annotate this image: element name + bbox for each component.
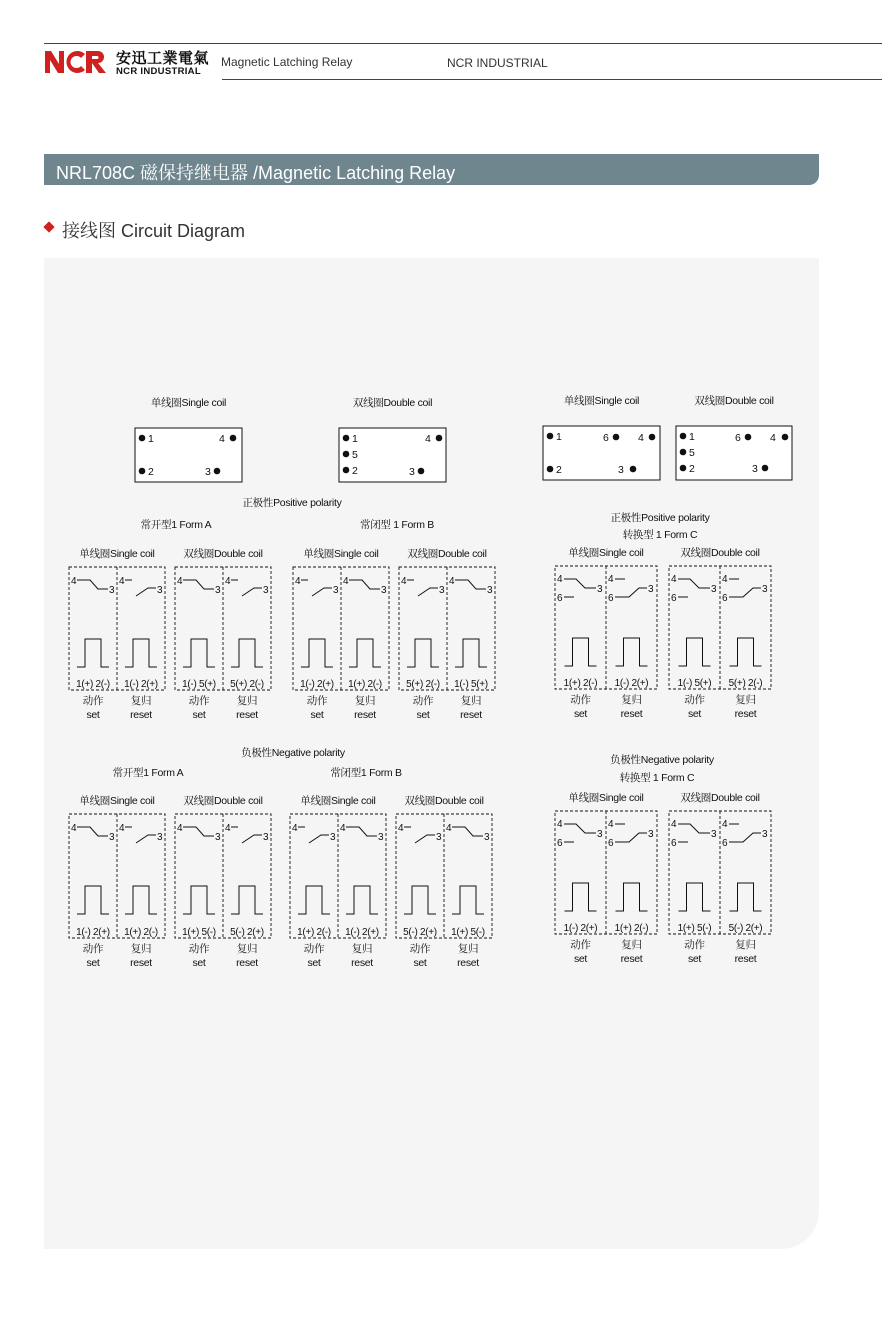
coil-terminal-label: 1(-) 2(+): [76, 927, 110, 938]
coil-terminal-label: 1(-) 5(+): [182, 679, 216, 690]
terminal-6: 6: [671, 593, 677, 604]
action-label-reset-cn: 复归: [130, 943, 152, 955]
action-label-set-en: set: [192, 957, 206, 969]
pin-view-label: 单线圈Single coil: [563, 395, 640, 407]
switch-contact-closed: [455, 580, 486, 589]
coil-type-label: 双线圈Double coil: [680, 792, 760, 804]
header-product-title: Magnetic Latching Relay: [221, 55, 353, 69]
terminal-3: 3: [378, 832, 384, 843]
terminal-4: 4: [119, 576, 125, 587]
action-label-set-en: set: [310, 709, 324, 721]
action-label-set-en: set: [413, 957, 427, 969]
terminal-3: 3: [215, 585, 221, 596]
polarity-title-negative-c: 负极性Negative polarity: [610, 754, 714, 766]
action-label-set-cn: 动作: [409, 943, 431, 955]
terminal-3: 3: [263, 585, 269, 596]
terminal-4: 4: [608, 574, 614, 585]
pin-dot: [762, 465, 769, 472]
pin-number: 2: [352, 465, 358, 477]
pin-dot: [214, 468, 221, 475]
coil-terminal-label: 1(+) 2(-): [563, 678, 598, 689]
coil-terminal-label: 1(+) 2(-): [124, 927, 158, 938]
coil-terminal-label: 5(+) 2(-): [230, 679, 264, 690]
pin-number: 4: [219, 433, 225, 445]
terminal-4: 4: [449, 576, 455, 587]
action-label-reset-cn: 复归: [621, 694, 642, 706]
switch-contact-open: [415, 835, 435, 843]
pin-number: 3: [752, 463, 758, 475]
switch-contact-to-6: [729, 588, 761, 597]
action-label-set-en: set: [687, 953, 702, 965]
terminal-3: 3: [439, 585, 445, 596]
action-label-set-cn: 动作: [684, 694, 705, 706]
terminal-3: 3: [648, 829, 654, 840]
pulse-waveform: [125, 639, 157, 667]
terminal-3: 3: [597, 829, 603, 840]
terminal-6: 6: [608, 593, 614, 604]
terminal-4: 4: [557, 819, 563, 830]
pulse-waveform: [407, 639, 439, 667]
action-label-reset-cn: 复归: [735, 939, 756, 951]
pulse-waveform: [298, 886, 330, 914]
action-label-reset-cn: 复归: [130, 695, 152, 707]
coil-terminal-label: 1(+) 5(-): [182, 927, 216, 938]
action-label-set-en: set: [307, 957, 321, 969]
action-label-set-en: set: [86, 709, 100, 721]
terminal-3: 3: [333, 585, 339, 596]
terminal-3: 3: [762, 829, 768, 840]
terminal-6: 6: [557, 593, 563, 604]
coil-type-label: 单线圈Single coil: [568, 547, 644, 559]
coil-type-label: 单线圈Single coil: [568, 792, 644, 804]
pin-dot: [680, 449, 687, 456]
terminal-6: 6: [722, 838, 728, 849]
action-label-set-cn: 动作: [306, 695, 328, 707]
action-label-set-cn: 动作: [684, 939, 705, 951]
coil-terminal-label: 5(+) 2(-): [406, 679, 440, 690]
terminal-4: 4: [608, 819, 614, 830]
action-label-set-cn: 动作: [188, 695, 210, 707]
pulse-waveform: [452, 886, 484, 914]
pin-number: 1: [556, 431, 562, 443]
action-label-reset-en: reset: [620, 708, 643, 720]
action-label-set-en: set: [192, 709, 206, 721]
action-label-reset-cn: 复归: [354, 695, 376, 707]
switch-contact-to-4: [564, 579, 596, 588]
form-title-a-neg: 常开型1 Form A: [112, 767, 184, 779]
coil-terminal-label: 1(-) 5(+): [454, 679, 488, 690]
action-label-reset-cn: 复归: [621, 939, 642, 951]
switch-contact-closed: [349, 580, 380, 589]
terminal-3: 3: [109, 585, 115, 596]
pulse-waveform: [616, 883, 648, 911]
pin-dot: [343, 451, 350, 458]
action-label-reset-cn: 复归: [460, 695, 482, 707]
switch-contact-to-6: [729, 833, 761, 842]
pin-dot: [745, 434, 752, 441]
action-label-reset-en: reset: [734, 708, 757, 720]
pin-number: 6: [603, 432, 609, 444]
action-label-set-cn: 动作: [188, 943, 210, 955]
pin-view-label: 双线圈Double coil: [694, 395, 774, 407]
coil-type-label: 双线圈Double coil: [183, 795, 263, 807]
terminal-3: 3: [484, 832, 490, 843]
action-label-set-cn: 动作: [570, 694, 591, 706]
action-label-set-en: set: [687, 708, 702, 720]
switch-contact-closed: [183, 827, 214, 836]
action-label-set-en: set: [573, 953, 588, 965]
coil-terminal-label: 1(-) 2(+): [345, 927, 379, 938]
terminal-4: 4: [119, 823, 125, 834]
pulse-waveform: [125, 886, 157, 914]
terminal-4: 4: [340, 823, 346, 834]
coil-terminal-label: 1(+) 5(-): [451, 927, 485, 938]
terminal-4: 4: [557, 574, 563, 585]
pulse-waveform: [346, 886, 378, 914]
terminal-3: 3: [109, 832, 115, 843]
pin-number: 1: [352, 433, 358, 445]
action-label-reset-en: reset: [236, 957, 258, 969]
form-title-b-neg: 常闭型1 Form B: [330, 767, 402, 779]
pulse-waveform: [616, 638, 648, 666]
action-label-set-cn: 动作: [570, 939, 591, 951]
terminal-3: 3: [263, 832, 269, 843]
switch-contact-open: [242, 835, 262, 843]
pin-number: 3: [618, 464, 624, 476]
pulse-waveform: [730, 883, 762, 911]
terminal-4: 4: [446, 823, 452, 834]
coil-terminal-label: 1(+) 5(-): [677, 923, 712, 934]
pin-number: 4: [770, 432, 776, 444]
coil-terminal-label: 1(+) 2(-): [614, 923, 649, 934]
pulse-waveform: [183, 886, 215, 914]
pulse-waveform: [455, 639, 487, 667]
switch-contact-closed: [183, 580, 214, 589]
action-label-reset-en: reset: [130, 709, 152, 721]
pin-dot: [139, 468, 146, 475]
coil-terminal-label: 1(-) 2(+): [614, 678, 649, 689]
switch-contact-closed: [77, 827, 108, 836]
pin-view-label: 单线圈Single coil: [150, 397, 227, 409]
pulse-waveform: [77, 886, 109, 914]
switch-contact-open: [312, 588, 332, 596]
terminal-4: 4: [225, 823, 231, 834]
coil-type-label: 单线圈Single coil: [300, 795, 376, 807]
pulse-waveform: [231, 639, 263, 667]
pin-dot: [680, 433, 687, 440]
switch-contact-open: [136, 835, 156, 843]
coil-terminal-label: 5(-) 2(+): [728, 923, 763, 934]
brand-name-cn: 安迅工業電氣: [116, 49, 210, 67]
switch-contact-to-4: [564, 824, 596, 833]
coil-terminal-label: 1(-) 2(+): [563, 923, 598, 934]
action-label-reset-en: reset: [460, 709, 482, 721]
coil-terminal-label: 5(-) 2(+): [403, 927, 437, 938]
pin-number: 2: [689, 463, 695, 475]
switch-contact-open: [309, 835, 329, 843]
brand-name-en: NCR INDUSTRIAL: [116, 66, 201, 77]
terminal-3: 3: [487, 585, 493, 596]
coil-type-label: 双线圈Double coil: [183, 548, 263, 560]
terminal-4: 4: [398, 823, 404, 834]
pulse-waveform: [349, 639, 381, 667]
terminal-4: 4: [343, 576, 349, 587]
action-label-set-en: set: [573, 708, 588, 720]
pulse-waveform: [77, 639, 109, 667]
pin-number: 1: [148, 433, 154, 445]
pin-number: 1: [689, 431, 695, 443]
section-title: 接线图 Circuit Diagram: [62, 221, 246, 241]
pin-dot: [547, 433, 554, 440]
header-company-name: NCR INDUSTRIAL: [447, 56, 548, 70]
pin-dot: [436, 435, 443, 442]
terminal-3: 3: [711, 584, 717, 595]
pulse-waveform: [679, 883, 711, 911]
action-label-set-cn: 动作: [82, 943, 104, 955]
coil-terminal-label: 1(+) 2(-): [297, 927, 331, 938]
switch-contact-open: [136, 588, 156, 596]
pin-view-label: 双线圈Double coil: [352, 397, 433, 409]
switch-contact-to-6: [615, 833, 647, 842]
action-label-reset-cn: 复归: [457, 943, 479, 955]
pin-dot: [139, 435, 146, 442]
action-label-reset-en: reset: [620, 953, 643, 965]
pin-number: 4: [638, 432, 644, 444]
pin-dot: [613, 434, 620, 441]
terminal-4: 4: [671, 574, 677, 585]
pin-number: 3: [409, 466, 415, 478]
switch-contact-to-4: [678, 579, 710, 588]
pulse-waveform: [183, 639, 215, 667]
terminal-3: 3: [711, 829, 717, 840]
coil-terminal-label: 1(+) 2(-): [76, 679, 110, 690]
pulse-waveform: [679, 638, 711, 666]
action-label-set-cn: 动作: [82, 695, 104, 707]
switch-contact-to-6: [615, 588, 647, 597]
terminal-3: 3: [381, 585, 387, 596]
form-title-c-neg: 转换型 1 Form C: [619, 772, 695, 784]
action-label-set-cn: 动作: [303, 943, 325, 955]
terminal-3: 3: [436, 832, 442, 843]
coil-terminal-label: 1(-) 2(+): [300, 679, 334, 690]
action-label-reset-cn: 复归: [351, 943, 373, 955]
terminal-3: 3: [157, 585, 163, 596]
pin-dot: [343, 435, 350, 442]
action-label-reset-cn: 复归: [236, 943, 258, 955]
polarity-title-positive-c: 正极性Positive polarity: [610, 512, 710, 524]
pin-number: 5: [689, 447, 695, 459]
terminal-4: 4: [225, 576, 231, 587]
pin-dot: [547, 466, 554, 473]
switch-contact-closed: [346, 827, 377, 836]
coil-type-label: 双线圈Double coil: [407, 548, 487, 560]
action-label-set-cn: 动作: [412, 695, 434, 707]
switch-contact-open: [242, 588, 262, 596]
terminal-4: 4: [71, 823, 77, 834]
coil-type-label: 单线圈Single coil: [303, 548, 379, 560]
coil-type-label: 单线圈Single coil: [79, 548, 155, 560]
pin-dot: [230, 435, 237, 442]
terminal-3: 3: [762, 584, 768, 595]
polarity-title-negative: 负极性Negative polarity: [241, 747, 345, 759]
terminal-4: 4: [292, 823, 298, 834]
pulse-waveform: [730, 638, 762, 666]
coil-type-label: 单线圈Single coil: [79, 795, 155, 807]
terminal-3: 3: [215, 832, 221, 843]
terminal-3: 3: [597, 584, 603, 595]
action-label-reset-en: reset: [734, 953, 757, 965]
terminal-4: 4: [401, 576, 407, 587]
terminal-6: 6: [722, 593, 728, 604]
pin-dot: [680, 465, 687, 472]
action-label-reset-en: reset: [354, 709, 376, 721]
polarity-title-positive: 正极性Positive polarity: [242, 497, 342, 509]
switch-contact-closed: [77, 580, 108, 589]
terminal-4: 4: [177, 576, 183, 587]
coil-terminal-label: 1(-) 5(+): [677, 678, 712, 689]
form-title-a: 常开型1 Form A: [140, 519, 212, 531]
switch-contact-closed: [452, 827, 483, 836]
terminal-6: 6: [557, 838, 563, 849]
pulse-waveform: [565, 883, 597, 911]
coil-terminal-label: 1(-) 2(+): [124, 679, 158, 690]
switch-contact-open: [418, 588, 438, 596]
pin-dot: [343, 467, 350, 474]
terminal-6: 6: [671, 838, 677, 849]
coil-terminal-label: 1(+) 2(-): [348, 679, 382, 690]
coil-type-label: 双线圈Double coil: [680, 547, 760, 559]
action-label-reset-en: reset: [457, 957, 479, 969]
terminal-4: 4: [71, 576, 77, 587]
coil-terminal-label: 5(+) 2(-): [728, 678, 763, 689]
terminal-3: 3: [157, 832, 163, 843]
pin-number: 2: [556, 464, 562, 476]
pin-number: 5: [352, 449, 358, 461]
action-label-reset-en: reset: [351, 957, 373, 969]
terminal-3: 3: [648, 584, 654, 595]
terminal-4: 4: [177, 823, 183, 834]
pulse-waveform: [565, 638, 597, 666]
coil-type-label: 双线圈Double coil: [404, 795, 484, 807]
pin-number: 4: [425, 433, 431, 445]
action-label-set-en: set: [86, 957, 100, 969]
switch-contact-to-4: [678, 824, 710, 833]
pulse-waveform: [404, 886, 436, 914]
terminal-4: 4: [722, 819, 728, 830]
pin-dot: [649, 434, 656, 441]
terminal-4: 4: [722, 574, 728, 585]
pin-dot: [630, 466, 637, 473]
terminal-6: 6: [608, 838, 614, 849]
action-label-set-en: set: [416, 709, 430, 721]
terminal-3: 3: [330, 832, 336, 843]
form-title-c: 转换型 1 Form C: [622, 529, 698, 541]
action-label-reset-en: reset: [130, 957, 152, 969]
coil-terminal-label: 5(-) 2(+): [230, 927, 264, 938]
pin-number: 3: [205, 466, 211, 478]
action-label-reset-cn: 复归: [236, 695, 258, 707]
action-label-reset-en: reset: [236, 709, 258, 721]
terminal-4: 4: [671, 819, 677, 830]
pulse-waveform: [231, 886, 263, 914]
pin-number: 6: [735, 432, 741, 444]
pin-number: 2: [148, 466, 154, 478]
pulse-waveform: [301, 639, 333, 667]
banner-title: NRL708C 磁保持继电器 /Magnetic Latching Relay: [56, 163, 456, 183]
pin-dot: [782, 434, 789, 441]
action-label-reset-cn: 复归: [735, 694, 756, 706]
pin-dot: [418, 468, 425, 475]
form-title-b: 常闭型 1 Form B: [360, 519, 434, 531]
terminal-4: 4: [295, 576, 301, 587]
